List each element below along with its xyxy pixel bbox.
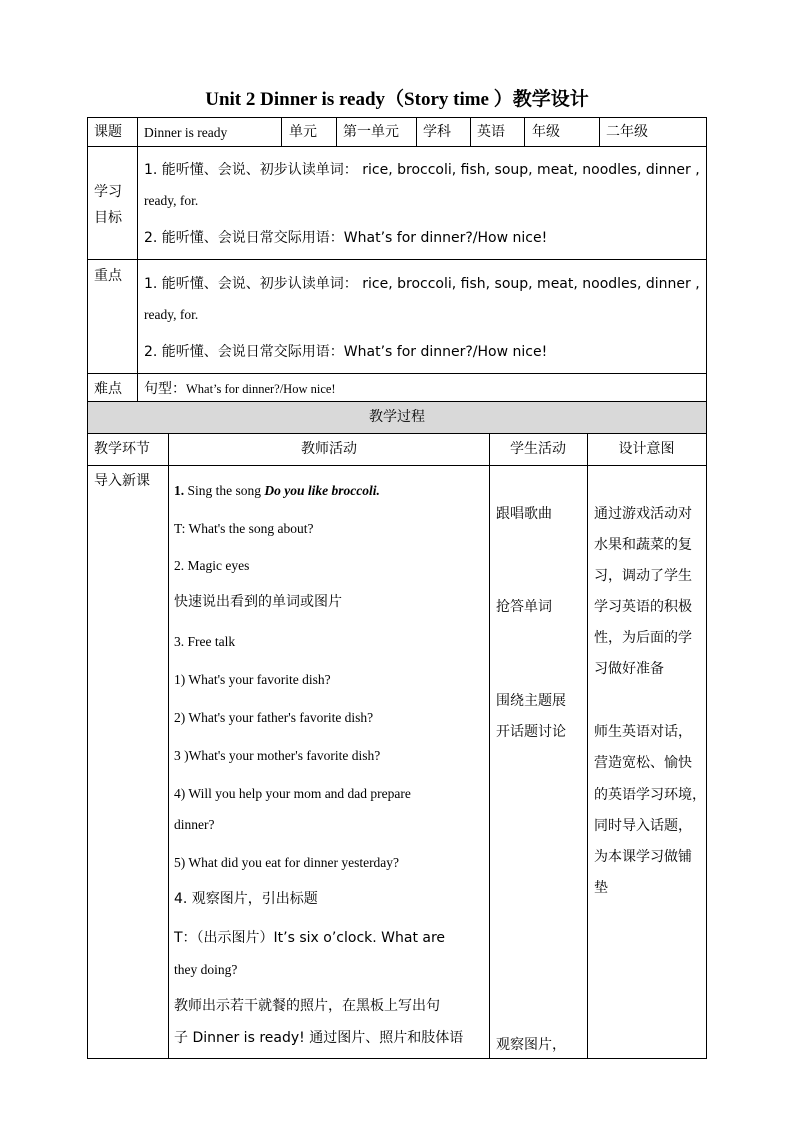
student-activity-1: 跟唱歌曲 [496,506,552,522]
intent-line-11: 为本课学习做铺 [594,849,692,865]
subject-label: 学科 [423,124,451,140]
student-activity-3a: 围绕主题展 [496,693,566,709]
intent-line-8: 营造宽松、愉快 [594,755,692,771]
header-student-activity: 学生活动 [510,441,566,457]
teacher-line-6: 1) What's your favorite dish? [174,672,331,687]
grade-value: 二年级 [606,124,648,140]
stage-name: 导入新课 [94,473,150,489]
teacher-line-11: 5) What did you eat for dinner yesterday? [174,855,400,870]
teacher-line-15: 教师出示若干就餐的照片，在黑板上写出句 [174,998,440,1014]
intent-line-4: 学习英语的积极 [594,599,692,615]
teacher-line-1-number: 1. [174,483,185,498]
teacher-line-7: 2) What's your father's favorite dish? [174,710,374,725]
objectives-label-line1: 学习 [94,184,122,200]
difficulty-prefix: 句型： [144,381,186,397]
teacher-line-4: 快速说出看到的单词或图片 [174,594,342,610]
course-value: Dinner is ready [144,125,228,140]
teacher-line-13: T：（出示图片）It’s six o’clock. What are [174,930,446,946]
intent-line-9: 的英语学习环境， [594,787,706,803]
objectives-line2: ready, for. [144,193,199,208]
objectives-line1: 1. 能听懂、会说、初步认读单词： rice, broccoli, fish, soup, meat, noodles, dinner , [144,162,700,178]
student-activity-3b: 开话题讨论 [496,724,566,740]
process-section-title: 教学过程 [369,409,425,425]
teacher-line-5: 3. Free talk [174,634,236,649]
key-points-line1: 1. 能听懂、会说、初步认读单词： rice, broccoli, fish, soup, meat, noodles, dinner , [144,276,700,292]
intent-line-10: 同时导入话题， [594,818,692,834]
document-title: Unit 2 Dinner is ready（Story time ）教学设计 [205,89,589,110]
header-teacher-activity: 教师活动 [301,441,357,457]
intent-line-3: 习，调动了学生 [594,568,692,584]
intent-line-5: 性，为后面的学 [594,630,692,646]
key-points-line3: 2. 能听懂、会说日常交际用语：What’s for dinner?/How nice! [144,344,548,360]
teacher-line-3: 2. Magic eyes [174,558,250,573]
teacher-line-1-text: Sing the song [187,483,265,498]
key-points-label: 重点 [94,268,122,284]
course-label: 课题 [94,124,122,140]
header-design-intent: 设计意图 [618,441,675,457]
teacher-line-12: 4. 观察图片，引出标题 [174,891,318,907]
intent-line-12: 垫 [594,880,608,896]
teacher-line-10: dinner? [174,817,215,832]
difficulty-label: 难点 [94,381,122,397]
unit-label: 单元 [289,124,317,140]
objectives-line3: 2. 能听懂、会说日常交际用语：What’s for dinner?/How nice! [144,230,548,246]
grade-label: 年级 [532,124,560,140]
intent-line-7: 师生英语对话， [594,724,692,740]
teacher-line-14: they doing? [174,962,238,977]
teacher-line-1-song: Do you like broccoli. [264,483,380,498]
difficulty-text [144,381,336,398]
intent-line-1: 通过游戏活动对 [594,506,692,522]
student-activity-4: 观察图片， [496,1037,566,1053]
difficulty-value: What’s for dinner?/How nice! [186,382,336,396]
teacher-line-9: 4) Will you help your mom and dad prepare [174,786,411,801]
intent-line-6: 习做好准备 [594,661,664,677]
teacher-line-2: T: What's the song about? [174,521,314,536]
intent-line-2: 水果和蔬菜的复 [594,537,692,553]
unit-value: 第一单元 [343,124,399,140]
subject-value: 英语 [477,124,505,140]
teacher-line-16: 子 Dinner is ready! 通过图片、照片和肢体语 [174,1030,464,1046]
teacher-line-1 [174,482,380,499]
student-activity-2: 抢答单词 [496,599,552,615]
teacher-line-8: 3 )What's your mother's favorite dish? [174,748,381,763]
header-stage: 教学环节 [94,441,150,457]
key-points-line2: ready, for. [144,307,199,322]
objectives-label-line2: 目标 [94,210,122,226]
